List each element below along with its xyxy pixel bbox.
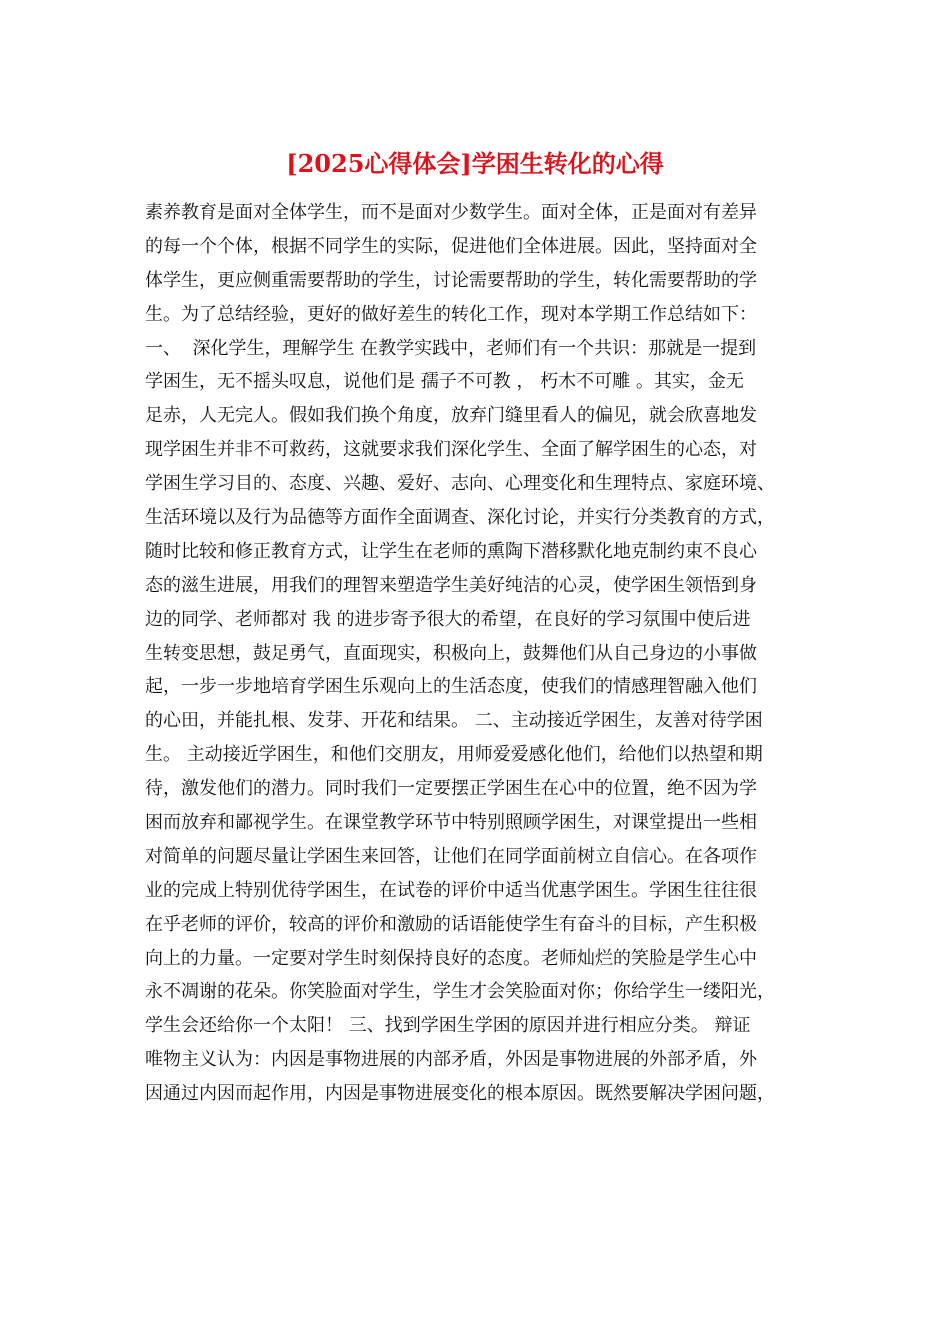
- body-line: 向上的力量。一定要对学生时刻保持良好的态度。老师灿烂的笑脸是学生心中: [145, 947, 757, 969]
- body-line: 业的完成上特别优待学困生，在试卷的评价中适当优惠学困生。学困生往往很: [145, 879, 757, 901]
- body-line: 在乎老师的评价，较高的评价和激励的话语能使学生有奋斗的目标，产生积极: [145, 913, 757, 935]
- body-line: 生。为了总结经验，更好的做好差生的转化工作，现对本学期工作总结如下：: [145, 303, 757, 325]
- body-line: 随时比较和修正教育方式，让学生在老师的熏陶下潜移默化地克制约束不良心: [145, 540, 757, 562]
- body-line: 足赤，人无完人。假如我们换个角度，放弃门缝里看人的偏见，就会欣喜地发: [145, 405, 757, 427]
- body-line: 边的同学、老师都对 我 的进步寄予很大的希望，在良好的学习氛围中使后进: [145, 608, 751, 630]
- body-line: 态的滋生进展，用我们的理智来塑造学生美好纯洁的心灵，使学困生领悟到身: [145, 574, 757, 596]
- body-line: 生。 主动接近学困生，和他们交朋友，用师爱爱感化他们，给他们以热望和期: [145, 744, 763, 766]
- body-line: 的每一个个体，根据不同学生的实际，促进他们全体进展。因此，坚持面对全: [145, 235, 757, 257]
- document-body: [145, 196, 813, 1111]
- body-line: 学生会还给你一个太阳！ 三、找到学困生学困的原因并进行相应分类。 辩证: [145, 1015, 751, 1037]
- body-line: 现学困生并非不可救药，这就要求我们深化学生、全面了解学困生的心态，对: [145, 439, 757, 461]
- body-line: 因通过内因而起作用，内因是事物进展变化的根本原因。既然要解决学困问题，: [145, 1083, 775, 1105]
- body-line: 学困生学习目的、态度、兴趣、爱好、志向、心理变化和生理特点、家庭环境、: [145, 473, 775, 495]
- body-line: 体学生，更应侧重需要帮助的学生，讨论需要帮助的学生，转化需要帮助的学: [145, 269, 757, 291]
- body-line: 一、 深化学生，理解学生 在教学实践中，老师们有一个共识：那就是一提到: [145, 337, 757, 359]
- body-line: 待，激发他们的潜力。同时我们一定要摆正学困生在心中的位置，绝不因为学: [145, 778, 757, 800]
- body-line: 唯物主义认为：内因是事物进展的内部矛盾，外因是事物进展的外部矛盾，外: [145, 1049, 757, 1071]
- body-line: 对简单的问题尽量让学困生来回答，让他们在同学面前树立自信心。在各项作: [145, 845, 757, 867]
- body-line: 素养教育是面对全体学生，而不是面对少数学生。面对全体，正是面对有差异: [145, 202, 757, 223]
- body-line: 困而放弃和鄙视学生。在课堂教学环节中特别照顾学困生，对课堂提出一些相: [145, 812, 757, 834]
- body-line: 生活环境以及行为品德等方面作全面调查、深化讨论，并实行分类教育的方式，: [145, 507, 775, 529]
- body-line: 起，一步一步地培育学困生乐观向上的生活态度，使我们的情感理智融入他们: [145, 676, 757, 698]
- body-line: 的心田，并能扎根、发芽、开花和结果。 二、主动接近学困生，友善对待学困: [145, 710, 763, 732]
- document-title: [2025心得体会]学困生转化的心得: [286, 149, 664, 178]
- body-line: 生转变思想，鼓足勇气，直面现实，积极向上，鼓舞他们从自己身边的小事做: [145, 642, 757, 664]
- body-line: 永不凋谢的花朵。你笑脸面对学生，学生才会笑脸面对你；你给学生一缕阳光，: [145, 981, 775, 1003]
- body-line: 学困生，无不摇头叹息，说他们是 孺子不可教 ， 朽木不可雕 。其实，金无: [145, 371, 744, 393]
